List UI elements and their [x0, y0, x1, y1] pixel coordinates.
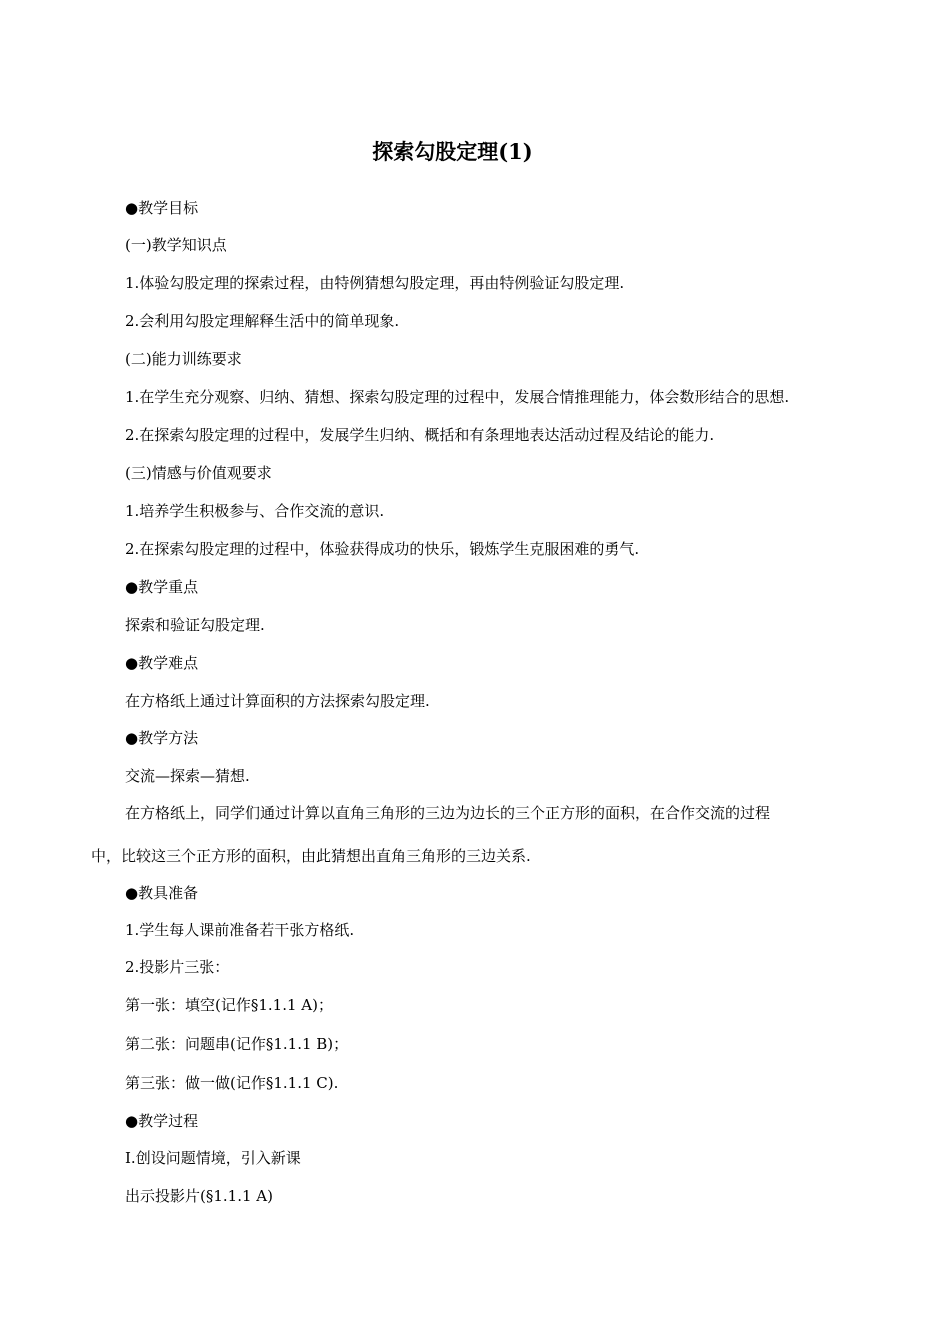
section-heading-key-points: ●教学重点: [125, 578, 199, 596]
paragraph: 第二张：问题串(记作§1.1.1 B)；: [125, 1035, 349, 1053]
paragraph: 出示投影片(§1.1.1 A): [125, 1187, 273, 1205]
paragraph: 1.培养学生积极参与、合作交流的意识.: [125, 502, 385, 520]
paragraph: 探索和验证勾股定理.: [125, 616, 265, 634]
paragraph-continuation: 中，比较这三个正方形的面积，由此猜想出直角三角形的三边关系.: [91, 847, 531, 865]
section-heading-teaching-method: ●教学方法: [125, 729, 199, 747]
paragraph: 第一张：填空(记作§1.1.1 A)；: [125, 996, 333, 1014]
paragraph: 2.在探索勾股定理的过程中，发展学生归纳、概括和有条理地表达活动过程及结论的能力.: [125, 426, 715, 444]
paragraph: 2.在探索勾股定理的过程中，体验获得成功的快乐，锻炼学生克服困难的勇气.: [125, 540, 640, 558]
paragraph: 1.学生每人课前准备若干张方格纸.: [125, 921, 355, 939]
paragraph: 交流—探索—猜想.: [125, 767, 250, 785]
subsection-knowledge-points: (一)教学知识点: [125, 236, 227, 254]
paragraph: 1.在学生充分观察、归纳、猜想、探索勾股定理的过程中，发展合情推理能力，体会数形结合的思想.: [125, 388, 790, 406]
paragraph: 1.体验勾股定理的探索过程，由特例猜想勾股定理，再由特例验证勾股定理.: [125, 274, 625, 292]
section-heading-teaching-process: ●教学过程: [125, 1112, 199, 1130]
paragraph: 2.投影片三张：: [125, 958, 230, 976]
paragraph: 在方格纸上，同学们通过计算以直角三角形的三边为边长的三个正方形的面积，在合作交流的过程: [125, 804, 771, 822]
paragraph: 2.会利用勾股定理解释生活中的简单现象.: [125, 312, 400, 330]
section-heading-difficulties: ●教学难点: [125, 654, 199, 672]
paragraph: 在方格纸上通过计算面积的方法探索勾股定理.: [125, 692, 430, 710]
subsection-ability-training: (二)能力训练要求: [125, 350, 242, 368]
subsection-heading: Ⅰ.创设问题情境，引入新课: [125, 1149, 301, 1167]
paragraph: 第三张：做一做(记作§1.1.1 C).: [125, 1074, 339, 1092]
section-heading-teaching-aids: ●教具准备: [125, 884, 199, 902]
document-title: 探索勾股定理(1): [372, 139, 533, 164]
section-heading-teaching-goals: ●教学目标: [125, 199, 199, 217]
subsection-emotion-values: (三)情感与价值观要求: [125, 464, 272, 482]
